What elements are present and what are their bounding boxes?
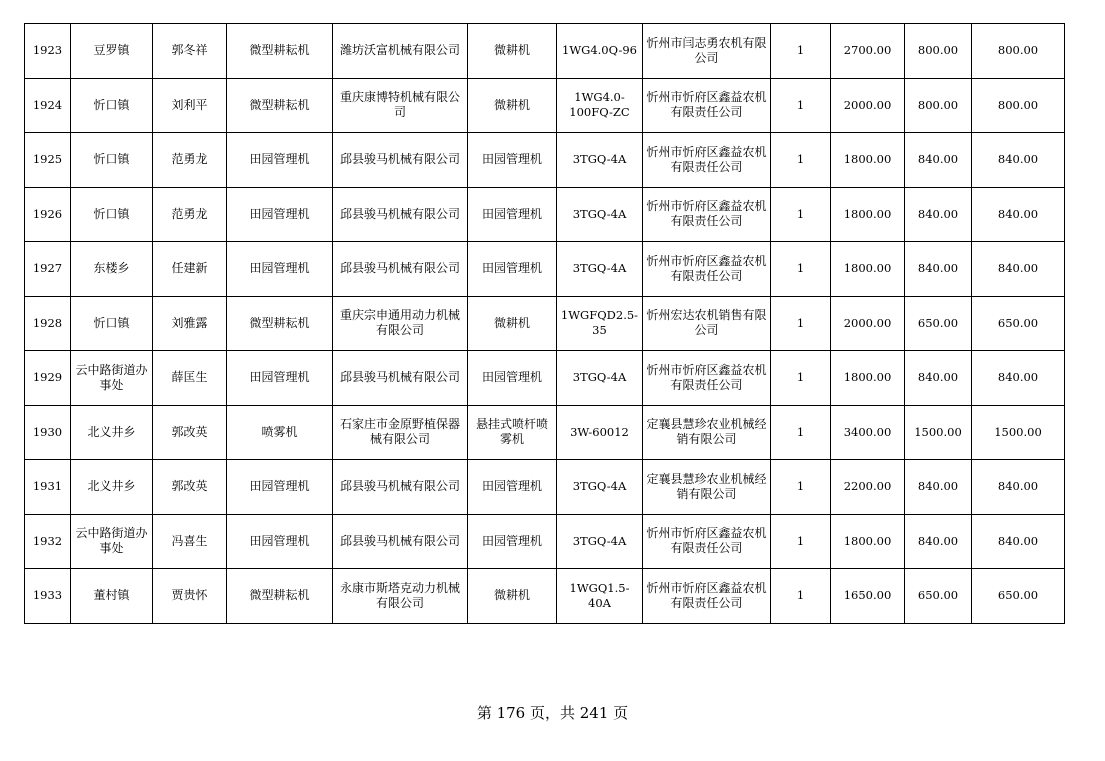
machine-type-cell: 田园管理机 — [468, 133, 557, 188]
quantity-cell: 1 — [771, 460, 831, 515]
machine-category-cell: 田园管理机 — [227, 133, 333, 188]
sale-price-cell: 3400.00 — [831, 405, 905, 460]
township-cell: 北义井乡 — [71, 405, 153, 460]
subsidy-per-unit-cell: 840.00 — [905, 133, 972, 188]
township-cell: 忻口镇 — [71, 296, 153, 351]
buyer-name-cell: 刘利平 — [153, 78, 227, 133]
manufacturer-cell: 石家庄市金原野植保器械有限公司 — [333, 405, 468, 460]
machine-type-cell: 田园管理机 — [468, 242, 557, 297]
model-number-cell: 3TGQ-4A — [557, 514, 643, 569]
buyer-name-cell: 郭改英 — [153, 405, 227, 460]
sale-price-cell: 2000.00 — [831, 296, 905, 351]
total-subsidy-cell: 650.00 — [972, 296, 1065, 351]
table-row — [25, 351, 1065, 406]
quantity-cell: 1 — [771, 351, 831, 406]
page-number-footer: 第 176 页，共 241 页 — [476, 704, 629, 722]
machine-type-cell: 田园管理机 — [468, 187, 557, 242]
buyer-name-cell: 刘雅露 — [153, 296, 227, 351]
quantity-cell: 1 — [771, 78, 831, 133]
buyer-name-cell: 郭改英 — [153, 460, 227, 515]
machine-category-cell: 微型耕耘机 — [227, 569, 333, 624]
machine-category-cell: 微型耕耘机 — [227, 296, 333, 351]
subsidy-per-unit-cell: 650.00 — [905, 569, 972, 624]
total-subsidy-cell: 650.00 — [972, 569, 1065, 624]
model-number-cell: 3TGQ-4A — [557, 133, 643, 188]
table-row — [25, 296, 1065, 351]
serial-number-cell: 1927 — [25, 242, 71, 297]
manufacturer-cell: 邱县骏马机械有限公司 — [333, 133, 468, 188]
buyer-name-cell: 冯喜生 — [153, 514, 227, 569]
machine-type-cell: 田园管理机 — [468, 514, 557, 569]
sale-price-cell: 1650.00 — [831, 569, 905, 624]
dealer-cell: 忻州市闫志勇农机有限公司 — [643, 24, 771, 79]
sale-price-cell: 1800.00 — [831, 351, 905, 406]
dealer-cell: 忻州市忻府区鑫益农机有限责任公司 — [643, 569, 771, 624]
manufacturer-cell: 重庆宗申通用动力机械有限公司 — [333, 296, 468, 351]
table-row — [25, 242, 1065, 297]
serial-number-cell: 1929 — [25, 351, 71, 406]
machine-type-cell: 悬挂式喷杆喷雾机 — [468, 405, 557, 460]
machine-type-cell: 微耕机 — [468, 24, 557, 79]
buyer-name-cell: 任建新 — [153, 242, 227, 297]
township-cell: 董村镇 — [71, 569, 153, 624]
table-row — [25, 514, 1065, 569]
subsidy-table — [24, 23, 1065, 624]
serial-number-cell: 1933 — [25, 569, 71, 624]
sale-price-cell: 1800.00 — [831, 242, 905, 297]
total-subsidy-cell: 1500.00 — [972, 405, 1065, 460]
dealer-cell: 忻州宏达农机销售有限公司 — [643, 296, 771, 351]
township-cell: 忻口镇 — [71, 78, 153, 133]
township-cell: 北义井乡 — [71, 460, 153, 515]
serial-number-cell: 1928 — [25, 296, 71, 351]
machine-type-cell: 微耕机 — [468, 569, 557, 624]
table-row — [25, 569, 1065, 624]
subsidy-per-unit-cell: 800.00 — [905, 24, 972, 79]
serial-number-cell: 1932 — [25, 514, 71, 569]
subsidy-per-unit-cell: 840.00 — [905, 351, 972, 406]
machine-category-cell: 田园管理机 — [227, 242, 333, 297]
sale-price-cell: 2700.00 — [831, 24, 905, 79]
dealer-cell: 忻州市忻府区鑫益农机有限责任公司 — [643, 78, 771, 133]
manufacturer-cell: 邱县骏马机械有限公司 — [333, 514, 468, 569]
table-row — [25, 460, 1065, 515]
manufacturer-cell: 邱县骏马机械有限公司 — [333, 460, 468, 515]
model-number-cell: 3TGQ-4A — [557, 187, 643, 242]
manufacturer-cell: 邱县骏马机械有限公司 — [333, 351, 468, 406]
dealer-cell: 忻州市忻府区鑫益农机有限责任公司 — [643, 351, 771, 406]
quantity-cell: 1 — [771, 187, 831, 242]
quantity-cell: 1 — [771, 514, 831, 569]
dealer-cell: 忻州市忻府区鑫益农机有限责任公司 — [643, 242, 771, 297]
buyer-name-cell: 范勇龙 — [153, 133, 227, 188]
machine-category-cell: 微型耕耘机 — [227, 78, 333, 133]
quantity-cell: 1 — [771, 405, 831, 460]
quantity-cell: 1 — [771, 296, 831, 351]
model-number-cell: 1WGFQD2.5-35 — [557, 296, 643, 351]
township-cell: 云中路街道办事处 — [71, 514, 153, 569]
township-cell: 忻口镇 — [71, 133, 153, 188]
subsidy-per-unit-cell: 840.00 — [905, 514, 972, 569]
sale-price-cell: 2200.00 — [831, 460, 905, 515]
machine-type-cell: 微耕机 — [468, 78, 557, 133]
model-number-cell: 3TGQ-4A — [557, 460, 643, 515]
machine-category-cell: 喷雾机 — [227, 405, 333, 460]
machine-category-cell: 田园管理机 — [227, 460, 333, 515]
buyer-name-cell: 范勇龙 — [153, 187, 227, 242]
manufacturer-cell: 永康市斯塔克动力机械有限公司 — [333, 569, 468, 624]
table-row — [25, 78, 1065, 133]
table-row — [25, 24, 1065, 79]
table-body — [25, 24, 1065, 624]
serial-number-cell: 1931 — [25, 460, 71, 515]
township-cell: 忻口镇 — [71, 187, 153, 242]
machine-category-cell: 田园管理机 — [227, 351, 333, 406]
buyer-name-cell: 贾贵怀 — [153, 569, 227, 624]
subsidy-per-unit-cell: 1500.00 — [905, 405, 972, 460]
manufacturer-cell: 邱县骏马机械有限公司 — [333, 242, 468, 297]
manufacturer-cell: 邱县骏马机械有限公司 — [333, 187, 468, 242]
manufacturer-cell: 重庆康博特机械有限公司 — [333, 78, 468, 133]
model-number-cell: 3W-60012 — [557, 405, 643, 460]
dealer-cell: 忻州市忻府区鑫益农机有限责任公司 — [643, 514, 771, 569]
serial-number-cell: 1924 — [25, 78, 71, 133]
serial-number-cell: 1930 — [25, 405, 71, 460]
dealer-cell: 忻州市忻府区鑫益农机有限责任公司 — [643, 133, 771, 188]
sale-price-cell: 1800.00 — [831, 133, 905, 188]
total-subsidy-cell: 840.00 — [972, 460, 1065, 515]
model-number-cell: 1WGQ1.5-40A — [557, 569, 643, 624]
township-cell: 豆罗镇 — [71, 24, 153, 79]
serial-number-cell: 1925 — [25, 133, 71, 188]
table-row — [25, 133, 1065, 188]
total-subsidy-cell: 840.00 — [972, 133, 1065, 188]
serial-number-cell: 1926 — [25, 187, 71, 242]
buyer-name-cell: 薛匡生 — [153, 351, 227, 406]
machine-type-cell: 微耕机 — [468, 296, 557, 351]
serial-number-cell: 1923 — [25, 24, 71, 79]
model-number-cell: 3TGQ-4A — [557, 242, 643, 297]
total-subsidy-cell: 840.00 — [972, 242, 1065, 297]
table-row — [25, 405, 1065, 460]
subsidy-per-unit-cell: 840.00 — [905, 187, 972, 242]
quantity-cell: 1 — [771, 24, 831, 79]
total-subsidy-cell: 840.00 — [972, 514, 1065, 569]
sale-price-cell: 1800.00 — [831, 187, 905, 242]
quantity-cell: 1 — [771, 569, 831, 624]
subsidy-per-unit-cell: 840.00 — [905, 242, 972, 297]
machine-category-cell: 田园管理机 — [227, 187, 333, 242]
sale-price-cell: 1800.00 — [831, 514, 905, 569]
dealer-cell: 定襄县慧珍农业机械经销有限公司 — [643, 405, 771, 460]
dealer-cell: 定襄县慧珍农业机械经销有限公司 — [643, 460, 771, 515]
subsidy-per-unit-cell: 840.00 — [905, 460, 972, 515]
subsidy-per-unit-cell: 800.00 — [905, 78, 972, 133]
buyer-name-cell: 郭冬祥 — [153, 24, 227, 79]
township-cell: 云中路街道办事处 — [71, 351, 153, 406]
total-subsidy-cell: 800.00 — [972, 24, 1065, 79]
quantity-cell: 1 — [771, 242, 831, 297]
machine-type-cell: 田园管理机 — [468, 351, 557, 406]
township-cell: 东楼乡 — [71, 242, 153, 297]
quantity-cell: 1 — [771, 133, 831, 188]
dealer-cell: 忻州市忻府区鑫益农机有限责任公司 — [643, 187, 771, 242]
manufacturer-cell: 潍坊沃富机械有限公司 — [333, 24, 468, 79]
table-row — [25, 187, 1065, 242]
total-subsidy-cell: 840.00 — [972, 187, 1065, 242]
model-number-cell: 1WG4.0Q-96 — [557, 24, 643, 79]
subsidy-table-container — [24, 23, 1065, 624]
total-subsidy-cell: 840.00 — [972, 351, 1065, 406]
machine-type-cell: 田园管理机 — [468, 460, 557, 515]
machine-category-cell: 微型耕耘机 — [227, 24, 333, 79]
model-number-cell: 1WG4.0-100FQ-ZC — [557, 78, 643, 133]
subsidy-per-unit-cell: 650.00 — [905, 296, 972, 351]
sale-price-cell: 2000.00 — [831, 78, 905, 133]
model-number-cell: 3TGQ-4A — [557, 351, 643, 406]
machine-category-cell: 田园管理机 — [227, 514, 333, 569]
total-subsidy-cell: 800.00 — [972, 78, 1065, 133]
